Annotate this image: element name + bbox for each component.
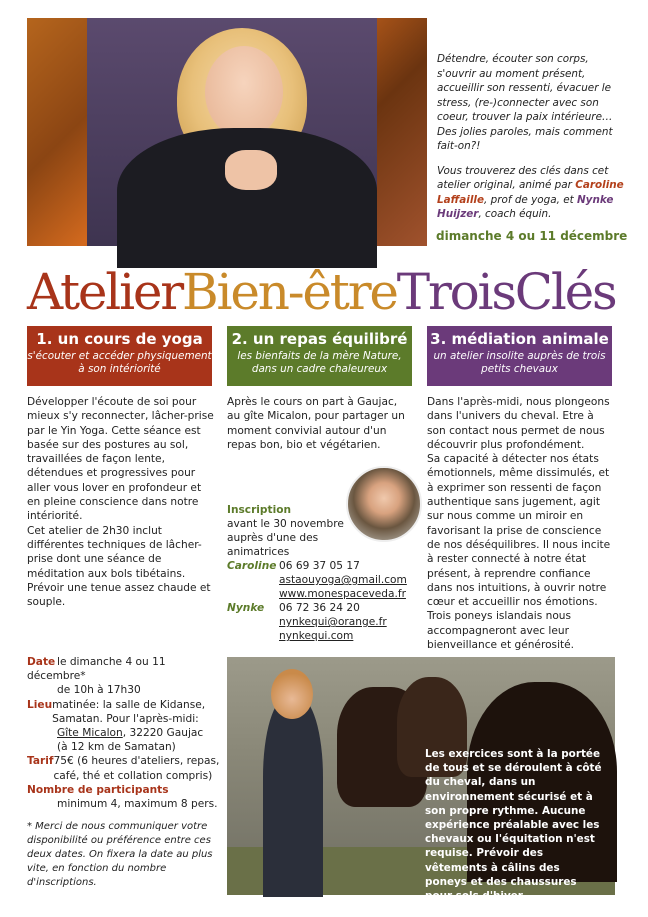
email-link-nynke[interactable]: nynkequi@orange.fr bbox=[279, 616, 387, 628]
website-link-caroline[interactable]: www.monespaceveda.fr bbox=[279, 588, 406, 600]
name-caroline: Caroline Laffaille bbox=[437, 179, 624, 206]
name-nynke: Nynke Huijzer bbox=[437, 193, 614, 220]
animal-text: Dans l'après-midi, nous plongeons dans l'univers du cheval. Etre à son contact nous permet de nous découvrir plus profondément. Sa capacité à détecter nos états émotionnels, même dissimulés, et à exprimer son ressenti de façon authentique sans jugement, agit sur nous comme un miroir en favorisant la prise de conscience de nos déséquilibres. Il nous incite à rester connecté à notre état présent, à reprendre confiance dans nos intuitions, à ouvrir notre cœur et accueillir nos émotions. Trois poneys islandais nous accompagneront avec leur bienveillance et générosité. bbox=[427, 396, 611, 652]
horses-photo bbox=[227, 657, 615, 903]
venue-link[interactable]: Gîte Micalon bbox=[57, 727, 123, 740]
section-meal-header: 2. un repas équilibré les bienfaits de la mère Nature, dans un cadre chaleureux bbox=[227, 326, 412, 386]
event-info: Date le dimanche 4 ou 11 décembre* de 10h à 17h30 Lieu matinée: la salle de Kidanse, Samatan. Pour l'après-midi: Gîte Micalon, 32220 Gaujac (à 12 km de Samatan) Tarif 75€ (6 heures d'ateliers, repas, café, thé et collation compris) Nombre de participants minimum 4, maximum 8 pers. bbox=[27, 656, 220, 811]
meal-text: Après le cours on part à Gaujac, au gîte Micalon, pour partager un moment convivial autour d'un repas bon, bio et végétarien. bbox=[227, 396, 405, 451]
email-link-caroline[interactable]: astaouyoga@gmail.com bbox=[279, 574, 407, 586]
intro-paragraph-1: Détendre, écouter son corps, s'ouvrir au moment présent, accueillir son ressenti, évacuer le stress, (re-)connecter avec son coeur, trouver la paix intérieure… Des jolies paroles, mais comment fait-on?! bbox=[437, 53, 613, 152]
website-link-nynke[interactable]: nynkequi.com bbox=[279, 630, 354, 642]
inscription-block: Inscription avant le 30 novembre auprès d'une des animatrices Caroline 06 69 37 05 17 astaouyoga@gmail.com www.monespaceveda.fr Nynke 06 72 36 24 20 nynkequi@orange.fr nynkequi.com bbox=[227, 504, 407, 642]
yoga-photo bbox=[27, 18, 427, 246]
page-title: AtelierBien-êtreTroisClés bbox=[27, 263, 616, 321]
event-date: dimanche 4 ou 11 décembre bbox=[436, 229, 628, 243]
intro-text bbox=[437, 52, 627, 232]
yoga-text: Développer l'écoute de soi pour mieux s'y reconnecter, lâcher-prise par le Yin Yoga. Cette séance est basée sur des postures au sol, travaillées de façon lente, détendues et progressives pour aller vous lover en profondeur et en pleine conscience dans notre intériorité. Cet atelier de 2h30 inclut différentes techniques de lâcher-prise dont une séance de méditation aux bols tibétains. Prévoir une tenue assez chaude et souple. bbox=[27, 396, 214, 609]
intro-paragraph-2: Vous trouverez des clés dans cet atelier original, animé par Caroline Laffaille, prof de yoga, et Nynke Huijzer, coach équin. bbox=[437, 164, 624, 220]
photo-caption: Les exercices sont à la portée de tous et se déroulent à côté du cheval, dans un environnement sécurisé et à son propre rythme. Aucune expérience préalable avec les chevaux ou l'équitation n'est requise. Prévoir des vêtements à câlins des poneys et des chaussures pour sols d'hiver. bbox=[425, 748, 602, 903]
section-yoga-header: 1. un cours de yoga s'écouter et accéder physiquement à son intériorité bbox=[27, 326, 212, 386]
footnote: * Merci de nous communiquer votre disponibilité ou préférence entre ces deux dates. On fixera la date au plus vite, en fonction du nombre d'inscriptions. bbox=[27, 821, 213, 888]
section-animal-header: 3. médiation animale un atelier insolite auprès de trois petits chevaux bbox=[427, 326, 612, 386]
